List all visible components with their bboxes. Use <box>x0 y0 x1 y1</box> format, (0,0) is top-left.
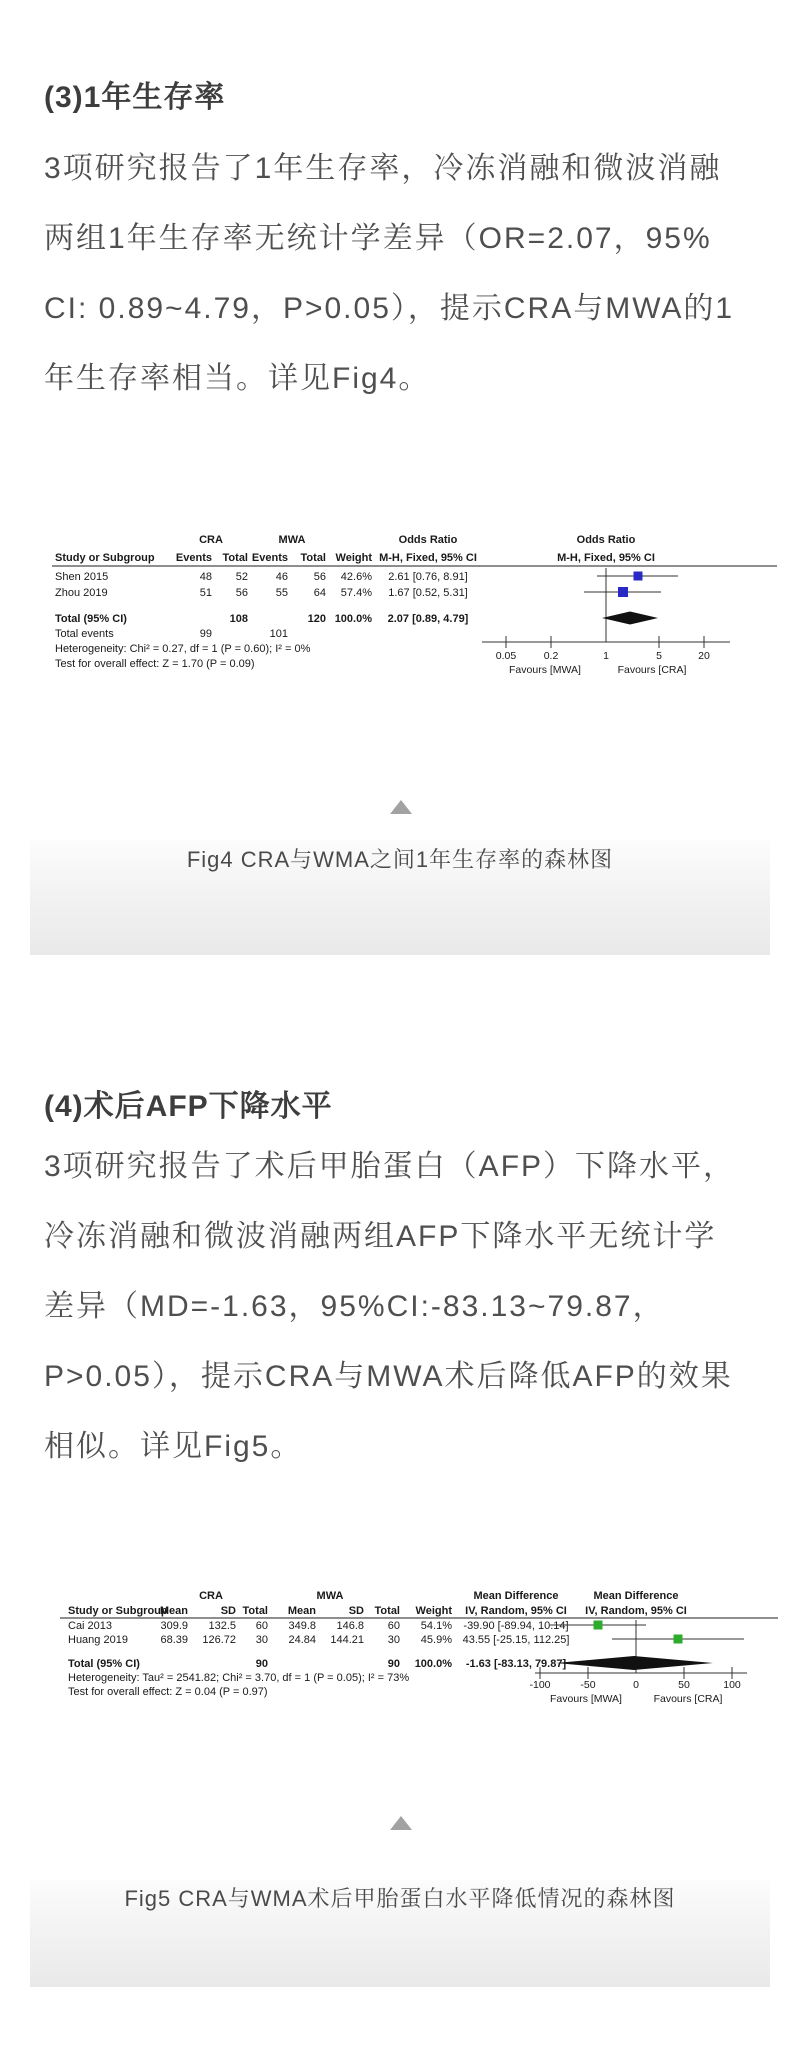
fig5-row-cell: 68.39 <box>160 1634 188 1646</box>
fig4-square-shen <box>634 572 643 581</box>
fig5-effect-sub-text-col: IV, Random, 95% CI <box>465 1605 567 1617</box>
paragraph-line: P>0.05），提示CRA与MWA术后降低AFP的效果 <box>44 1360 733 1393</box>
fig5-overall-effect: Test for overall effect: Z = 0.04 (P = 0.97) <box>68 1686 268 1698</box>
fig5-total-cell: 100.0% <box>414 1658 452 1670</box>
paragraph-line: 相似。详见Fig5。 <box>44 1430 303 1463</box>
fig5-col-total-cra: Total <box>242 1605 268 1617</box>
fig4-group1-header: CRA <box>199 534 223 546</box>
fig4-tick-label: 5 <box>656 650 662 662</box>
fig5-col-weight: Weight <box>415 1605 452 1617</box>
fig5-group1-header: CRA <box>199 1590 223 1602</box>
fig5-col-mean-mwa: Mean <box>287 1605 316 1617</box>
fig4-col-study: Study or Subgroup <box>55 552 155 564</box>
fig5-row-cell: 309.9 <box>160 1620 188 1632</box>
fig5-tick-label: 100 <box>723 1679 741 1691</box>
up-triangle-icon[interactable] <box>390 1816 412 1830</box>
fig5-favours-right: Favours [CRA] <box>653 1693 723 1705</box>
fig5-row-cell: 30 <box>387 1634 400 1646</box>
fig4-col-total-mwa: Total <box>300 552 326 564</box>
fig4-effect-sub-text-col: M-H, Fixed, 95% CI <box>379 552 477 564</box>
fig4-row-cell: 51 <box>199 587 212 599</box>
fig5-tick-label: 0 <box>633 1679 639 1691</box>
fig5-row-cell: 126.72 <box>202 1634 236 1646</box>
fig4-total-diamond <box>602 612 658 625</box>
fig5-total-diamond <box>556 1656 713 1670</box>
fig4-total-events-cell: 101 <box>269 628 288 640</box>
fig4-forest-plot <box>30 525 780 680</box>
fig5-effect-sub-plot-col: IV, Random, 95% CI <box>585 1605 687 1617</box>
fig4-row-cell: 42.6% <box>340 571 372 583</box>
fig4-row-cell: 56 <box>313 571 326 583</box>
fig4-row-cell: 52 <box>235 571 248 583</box>
fig5-row-estimate: 43.55 [-25.15, 112.25] <box>462 1634 570 1646</box>
fig5-row-cell: 30 <box>255 1634 268 1646</box>
fig4-row-estimate: 2.61 [0.76, 8.91] <box>388 571 468 583</box>
fig5-col-sd-mwa: SD <box>348 1605 364 1617</box>
fig5-row-cell: 54.1% <box>420 1620 452 1632</box>
fig4-row-cell: 56 <box>235 587 248 599</box>
fig5-caption: Fig5 CRA与WMA术后甲胎蛋白水平降低情况的森林图 <box>124 1886 676 1911</box>
fig4-heterogeneity: Heterogeneity: Chi² = 0.27, df = 1 (P = 0.60); I² = 0% <box>55 643 311 655</box>
fig5-total-label: Total (95% CI) <box>68 1658 140 1670</box>
fig5-tick-label: -100 <box>529 1679 551 1691</box>
fig4-total-events-cell: 99 <box>199 628 212 640</box>
fig4-favours-left: Favours [MWA] <box>509 664 581 676</box>
fig5-heterogeneity: Heterogeneity: Tau² = 2541.82; Chi² = 3.70, df = 1 (P = 0.05); I² = 73% <box>68 1672 410 1684</box>
fig5-forest-plot <box>30 1585 780 1710</box>
fig4-total-events-label: Total events <box>55 628 114 640</box>
fig4-tick-label: 0.2 <box>543 650 559 662</box>
paragraph-line: 差异（MD=-1.63，95%CI:-83.13~79.87， <box>44 1290 665 1323</box>
fig5-effect-title-plot-col: Mean Difference <box>593 1590 679 1602</box>
fig4-group2-header: MWA <box>278 534 306 546</box>
fig4-favours-right: Favours [CRA] <box>617 664 687 676</box>
fig4-effect-title-plot-col: Odds Ratio <box>576 534 636 546</box>
fig5-row-cell: 349.8 <box>288 1620 316 1632</box>
fig4-row-study: Shen 2015 <box>55 571 109 583</box>
fig4-effect-sub-plot-col: M-H, Fixed, 95% CI <box>557 552 655 564</box>
fig5-row-cell: 132.5 <box>208 1620 236 1632</box>
fig4-overall-effect: Test for overall effect: Z = 1.70 (P = 0.09) <box>55 658 255 670</box>
section3-paragraph <box>44 134 760 414</box>
fig4-total-cell: 108 <box>229 613 248 625</box>
fig5-row-cell: 45.9% <box>420 1634 452 1646</box>
fig5-row-cell: 146.8 <box>336 1620 364 1632</box>
fig5-row-cell: 60 <box>255 1620 268 1632</box>
fig4-row-estimate: 1.67 [0.52, 5.31] <box>388 587 468 599</box>
fig5-group2-header: MWA <box>316 1590 344 1602</box>
fig4-total-cell: 120 <box>307 613 326 625</box>
fig5-col-study: Study or Subgroup <box>68 1605 168 1617</box>
fig4-total-estimate: 2.07 [0.89, 4.79] <box>387 613 469 625</box>
fig4-row-study: Zhou 2019 <box>55 587 108 599</box>
paragraph-line: 冷冻消融和微波消融两组AFP下降水平无统计学 <box>44 1220 717 1253</box>
fig4-total-cell: 100.0% <box>334 613 372 625</box>
fig4-col-events-cra: Events <box>175 552 212 564</box>
fig4-tick-label: 1 <box>603 650 609 662</box>
up-triangle-icon[interactable] <box>390 800 412 814</box>
fig4-row-cell: 64 <box>313 587 326 599</box>
paragraph-line: 3项研究报告了1年生存率，冷冻消融和微波消融 <box>44 152 722 185</box>
fig4-row-cell: 46 <box>275 571 288 583</box>
fig5-square-huang <box>674 1635 683 1644</box>
fig5-effect-title-text-col: Mean Difference <box>473 1590 559 1602</box>
fig4-effect-title-text-col: Odds Ratio <box>398 534 458 546</box>
paragraph-line: 年生存率相当。详见Fig4。 <box>44 362 431 395</box>
fig5-col-total-mwa: Total <box>374 1605 400 1617</box>
paragraph-line: 两组1年生存率无统计学差异（OR=2.07，95% <box>44 222 712 255</box>
fig5-col-mean-cra: Mean <box>159 1605 188 1617</box>
fig4-row-cell: 48 <box>199 571 212 583</box>
fig4-col-total-cra: Total <box>222 552 248 564</box>
fig5-row-study: Cai 2013 <box>68 1620 113 1632</box>
fig5-tick-label: -50 <box>580 1679 596 1691</box>
fig5-tick-label: 50 <box>678 1679 690 1691</box>
fig5-total-cell: 90 <box>387 1658 400 1670</box>
fig4-total-label: Total (95% CI) <box>55 613 127 625</box>
section4-heading: (4)术后AFP下降水平 <box>44 1090 333 1123</box>
fig4-square-zhou <box>618 587 628 597</box>
fig5-row-cell: 60 <box>387 1620 400 1632</box>
fig4-row-cell: 57.4% <box>340 587 372 599</box>
fig4-caption: Fig4 CRA与WMA之间1年生存率的森林图 <box>186 847 614 872</box>
fig5-row-cell: 24.84 <box>288 1634 316 1646</box>
fig4-tick-label: 20 <box>698 650 710 662</box>
fig5-col-sd-cra: SD <box>220 1605 236 1617</box>
fig4-tick-label: 0.05 <box>495 650 517 662</box>
fig5-total-cell: 90 <box>255 1658 268 1670</box>
section3-heading: (3)1年生存率 <box>44 81 226 114</box>
fig5-row-cell: 144.21 <box>330 1634 364 1646</box>
fig4-row-cell: 55 <box>275 587 288 599</box>
section4-paragraph <box>44 1132 760 1482</box>
fig4-col-events-mwa: Events <box>251 552 288 564</box>
paragraph-line: 3项研究报告了术后甲胎蛋白（AFP）下降水平， <box>44 1150 736 1183</box>
paragraph-line: CI: 0.89~4.79，P>0.05），提示CRA与MWA的1 <box>44 292 735 325</box>
fig4-col-weight: Weight <box>335 552 372 564</box>
fig5-row-estimate: -39.90 [-89.94, 10.14] <box>463 1620 569 1632</box>
fig5-favours-left: Favours [MWA] <box>550 1693 622 1705</box>
fig5-row-study: Huang 2019 <box>68 1634 128 1646</box>
fig5-square-cai <box>594 1621 603 1630</box>
fig5-total-estimate: -1.63 [-83.13, 79.87] <box>465 1658 567 1670</box>
